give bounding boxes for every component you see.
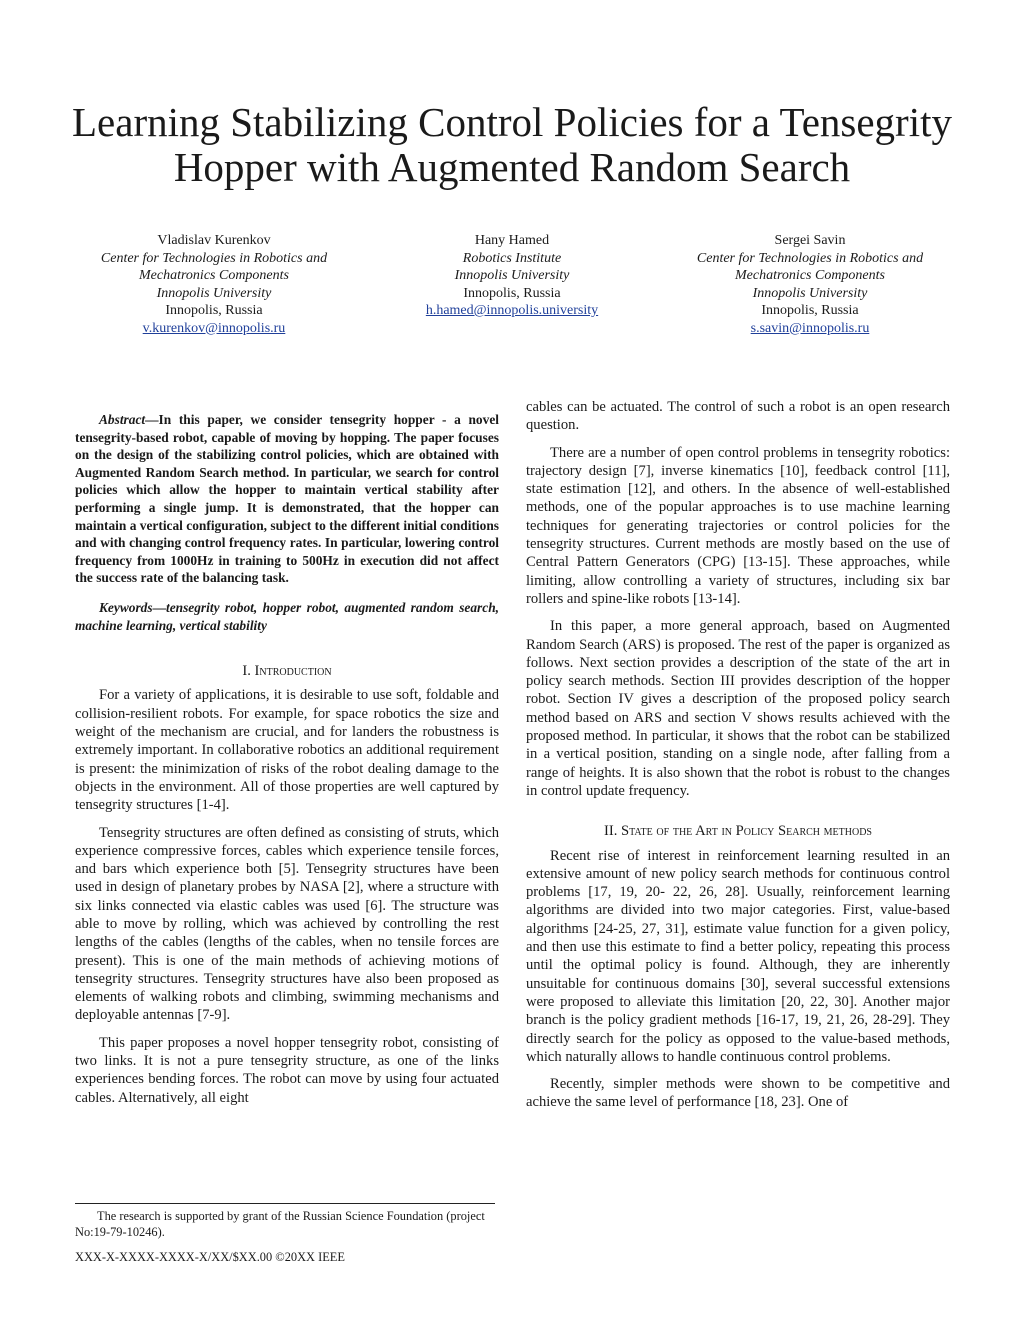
author-affiliation: Innopolis University — [156, 285, 272, 301]
author-affiliation: Center for Technologies in Robotics and — [696, 250, 924, 266]
author-email-link[interactable]: h.hamed@innopolis.university — [425, 303, 599, 318]
title-line-2: Hopper with Augmented Random Search — [173, 144, 851, 190]
body-paragraph: In this paper, a more general approach, based on Augmented Random Search (ARS) is proposed. The rest of the paper is organized as follows. Next section provides a description of the state of the art in policy search methods. Section III provides description of the hopper robot. Section IV gives a description of the proposed policy search method based on ARS and section V shows results achieved with the proposed method. In particular, it shows that the robot can be stabilized in a vertical position, standing on a single node, after falling from a range of heights. It is also shown that the robot is robust to the changes in control update frequency. — [526, 618, 950, 799]
paper-title — [40, 100, 984, 190]
author-affiliation: Mechatronics Components — [139, 268, 289, 283]
author-affiliation: Innopolis University — [752, 285, 868, 301]
author-location: Innopolis, Russia — [761, 303, 859, 318]
abstract-text: —In this paper, we consider tensegrity hopper - a novel tensegrity-based robot, capable of moving by hopping. The paper focuses on the design of the stabilizing control policies, which are obtained with Augmented Random Search method. In particular, we search for control policies which allow the hopper to maintain vertical stability after performing a single jump. It is demonstrated, that the hopper can maintain a vertical configuration, subject to the different initial conditions and with changing control frequency rates. In particular, lowering control frequency from 1000Hz in training to 500Hz in execution did not affect the success rate of the balancing task. — [75, 412, 499, 586]
section-heading: I. Introduction — [242, 663, 332, 680]
left-column — [75, 396, 499, 1116]
body-paragraph: Recently, simpler methods were shown to be competitive and achieve the same level of performance [18, 23]. One of — [526, 1076, 950, 1111]
keywords-label: Keywords — [99, 599, 153, 615]
right-column — [526, 398, 950, 1121]
author-affiliation: Center for Technologies in Robotics and — [100, 250, 328, 266]
author-name: Sergei Savin — [774, 233, 846, 248]
author-block-2 — [362, 232, 662, 320]
copyright-line: XXX-X-XXXX-XXXX-X/XX/$XX.00 ©20XX IEEE — [75, 1250, 345, 1264]
author-affiliation: Innopolis University — [454, 268, 570, 283]
title-line-1: Learning Stabilizing Control Policies for a Tensegrity — [72, 99, 952, 145]
footnote-text: The research is supported by grant of the Russian Science Foundation (project No:19-79-10246). — [75, 1209, 485, 1239]
abstract-label: Abstract — [99, 412, 146, 427]
footnote-divider — [75, 1203, 495, 1204]
author-affiliation: Mechatronics Components — [735, 268, 885, 283]
footnote — [75, 1208, 505, 1240]
author-location: Innopolis, Russia — [463, 285, 561, 301]
section-heading: II. State of the Art in Policy Search methods — [603, 823, 872, 840]
author-email-link[interactable]: s.savin@innopolis.ru — [750, 320, 870, 336]
keywords — [75, 599, 499, 634]
author-location: Innopolis, Russia — [165, 303, 263, 318]
body-paragraph: Tensegrity structures are often defined as consisting of struts, which experience compressive forces, cables which experience tensile forces, and bars which experience both [5]. Tensegrity structures have been used in design of planetary probes by NASA [2], where a structure with six links connected via elastic cables was used [6]. The structure was able to move by rolling, which was achieved by controlling the rest lengths of the cables (lengths of the cables, when no tensile forces are present). This is one of the main methods of achieving motions of tensegrity structures. Tensegrity structures have also been proposed as elements of walking robots and climbing, swimming mechanisms and deployable antennas [7-9]. — [75, 824, 499, 1024]
author-name: Hany Hamed — [474, 233, 550, 248]
author-block-3 — [660, 232, 960, 337]
body-paragraph: There are a number of open control problems in tensegrity robotics: trajectory design [7], inverse kinematics [10], feedback control [11], state estimation [12], and others. In the absence of well-established methods, one of the popular approaches is to use machine learning techniques for generating trajectories or control policies for the tensegrity structures. Current methods are mostly based on the use of Central Pattern Generators (CPG) [13-15]. These approaches, while limiting, allow controlling a variety of structures, including six bar rollers and spine-like robots [13-14]. — [526, 444, 950, 607]
author-name: Vladislav Kurenkov — [157, 233, 271, 248]
keywords-text: —tensegrity robot, hopper robot, augmented random search, machine learning, vertical stability — [75, 599, 499, 633]
body-paragraph: Recent rise of interest in reinforcement learning resulted in an extensive amount of new policy search methods for continuous control problems [17, 19, 20- 22, 26, 28]. Usually, reinforcement learning algorithms are divided into two major categories. First, value-based algorithms [24-25, 27, 31], estimate value function for a given policy, and then use this estimate to find a better policy, repeating this process until the optimal policy is found. Although, they are inherently unsuitable for continuous domains [30], several successful extensions were proposed to alleviate this limitation [20, 22, 30]. Another major branch is the policy gradient methods [16-17, 19, 21, 26, 28-29]. They directly search for the policy as opposed to the value-based methods, which naturally allows to handle continuous control problems. — [526, 847, 950, 1065]
body-paragraph: This paper proposes a novel hopper tensegrity robot, consisting of two links. It is not a pure tensegrity structure, as one of the links experiences bending forces. The robot can move by using four actuated cables. Alternatively, all eight — [75, 1034, 499, 1106]
author-affiliation: Robotics Institute — [462, 250, 562, 266]
author-block-1 — [64, 232, 364, 337]
author-email-link[interactable]: v.kurenkov@innopolis.ru — [142, 320, 286, 336]
body-paragraph: For a variety of applications, it is desirable to use soft, foldable and collision-resilient robots. For example, for space robotics the size and weight of the mechanism are crucial, and for landers the robustness is extremely important. In collaborative robotics an additional requirement is present: the minimization of risks of the robot dealing damage to the objects in the environment. All of those properties are well captured by tensegrity structures [1-4]. — [75, 687, 499, 814]
abstract — [75, 411, 499, 587]
body-paragraph: cables can be actuated. The control of such a robot is an open research question. — [526, 399, 950, 434]
